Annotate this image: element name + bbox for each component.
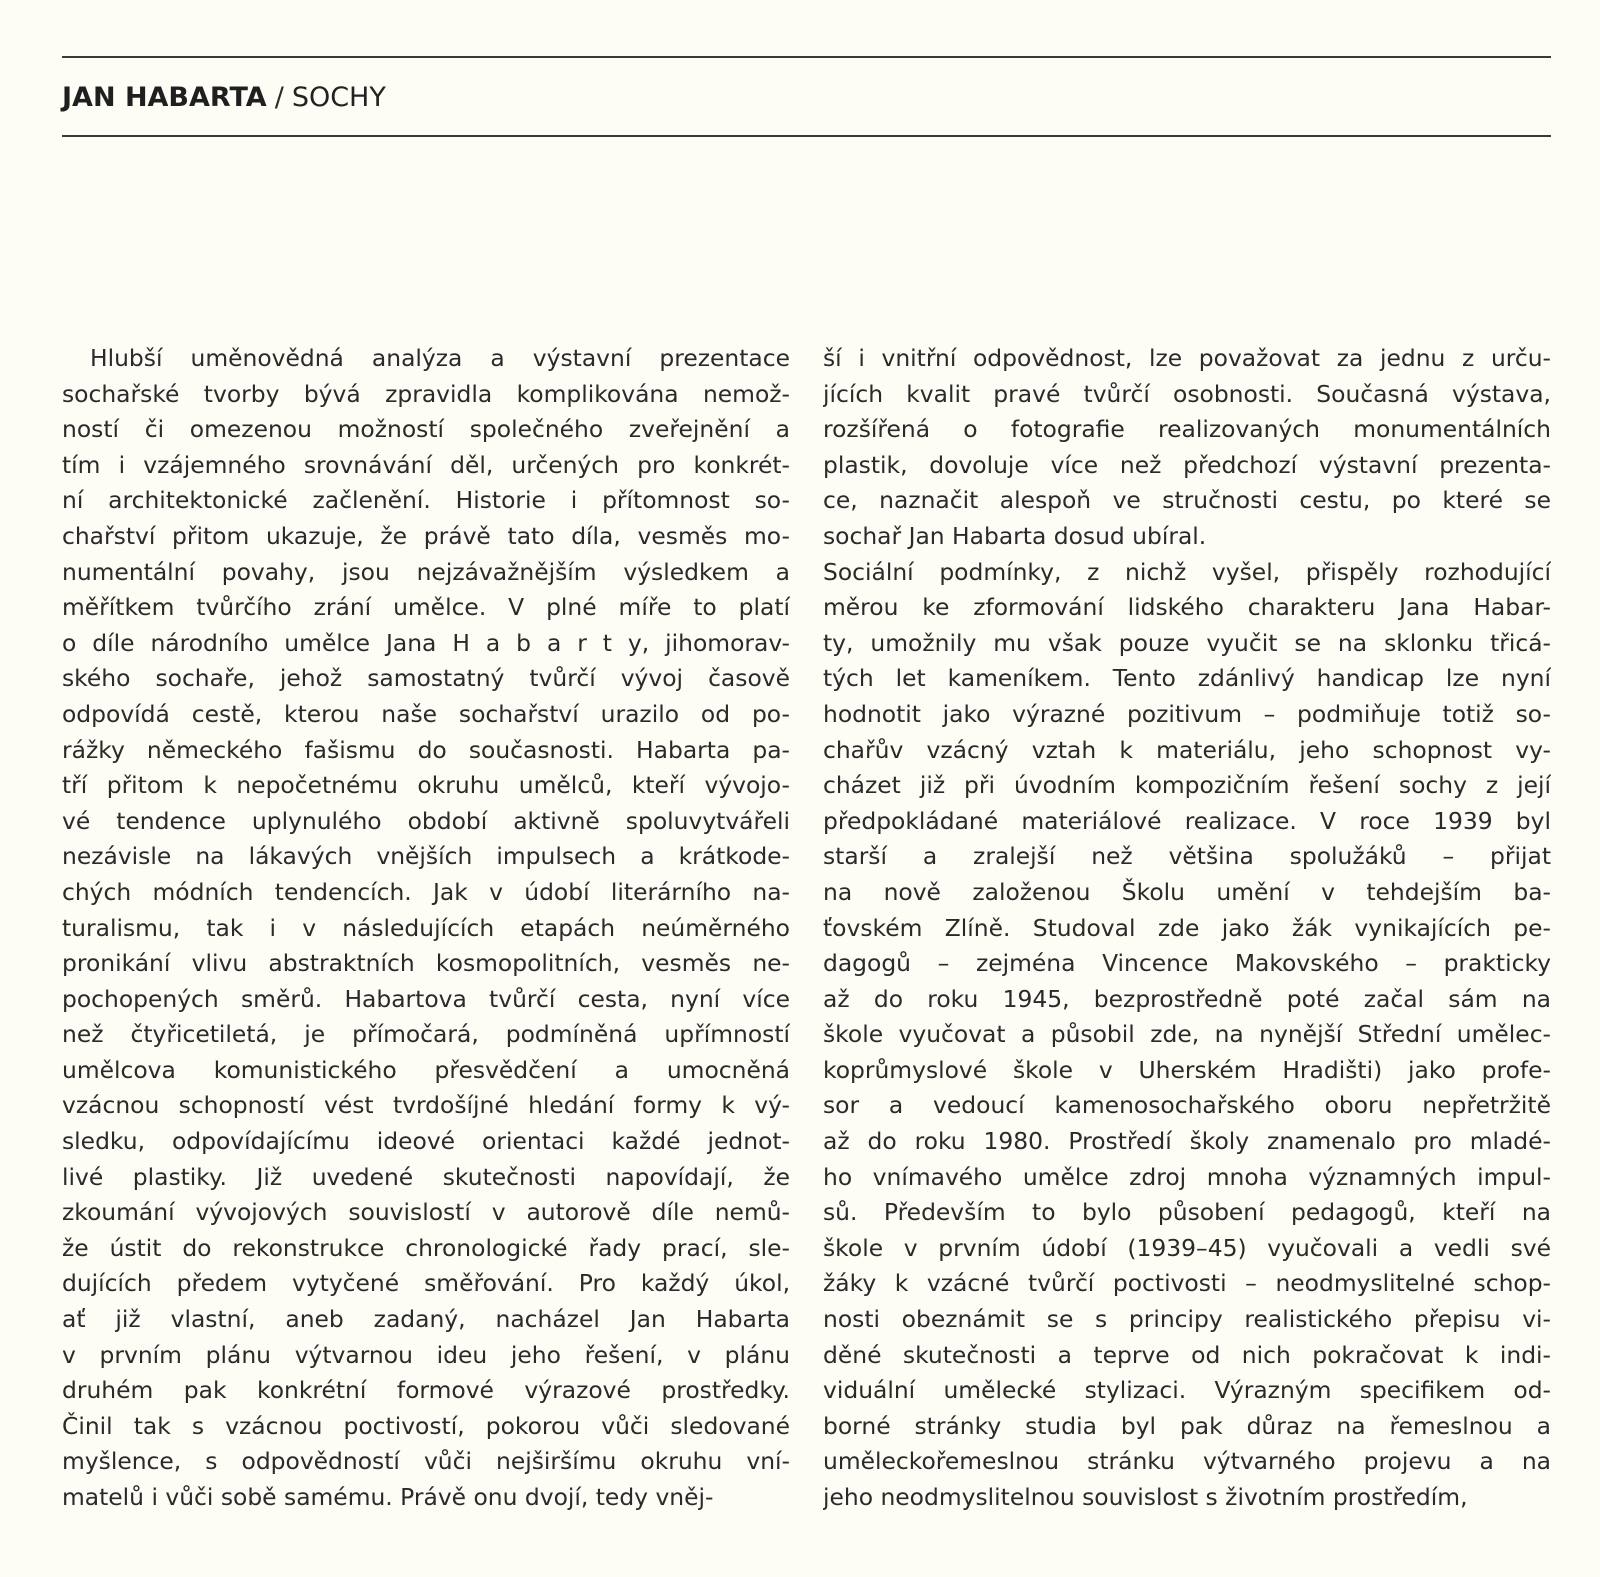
text-line: škole v prvním údobí (1939–45) vyučovali a vedli své <box>823 1233 1551 1262</box>
text-line: koprůmyslové škole v Uherském Hradišti) jako profe- <box>823 1055 1551 1084</box>
text-line: tří přitom k nepočetnému okruhu umělců, kteří vývojo- <box>62 771 790 800</box>
text-line: hodnotit jako výrazné pozitivum – podmiňuje totiž so- <box>823 699 1551 728</box>
left-text-column <box>62 341 790 1516</box>
text-line: sochařské tvorby bývá zpravidla komplikována nemož- <box>62 379 790 408</box>
text-line: ať již vlastní, aneb zadaný, nacházel Jan Habarta <box>62 1305 790 1334</box>
text-line: dagogů – zejména Vincence Makovského – prakticky <box>823 949 1551 978</box>
text-line: dujících předem vytyčené směřování. Pro každý úkol, <box>62 1269 790 1298</box>
page-header <box>62 82 386 113</box>
text-line: Hlubší uměnovědná analýza a výstavní prezentace <box>90 344 790 372</box>
text-line: nosti obeznámit se s principy realistického přepisu vi- <box>823 1305 1551 1334</box>
text-line: sledku, odpovídajícímu ideové orientaci každé jednot- <box>62 1127 790 1156</box>
text-line: že ústit do rekonstrukce chronologické řady prací, sle- <box>62 1233 790 1262</box>
text-line: plastik, dovoluje více než předchozí výstavní prezenta- <box>823 450 1551 479</box>
text-line: v prvním plánu výtvarnou ideu jeho řešení, v plánu <box>62 1340 790 1369</box>
text-line: o díle národního umělce Jana H a b a r t y, jihomorav- <box>62 628 790 657</box>
text-line: pochopených směrů. Habartova tvůrčí cesta, nyní více <box>62 984 790 1013</box>
text-line: umělcova komunistického přesvědčení a umocněná <box>62 1055 790 1084</box>
text-line: starší a zralejší než většina spolužáků – přijat <box>823 842 1551 871</box>
text-line: děné skutečnosti a teprve od nich pokračovat k indi- <box>823 1340 1551 1369</box>
text-line: měrou ke zformování lidského charakteru Jana Habar- <box>823 593 1551 622</box>
text-line: myšlence, s odpovědností vůči nejširšímu okruhu vní- <box>62 1447 790 1476</box>
text-line: chařství přitom ukazuje, že právě tato díla, vesměs mo- <box>62 521 790 550</box>
section-title: SOCHY <box>291 82 386 113</box>
text-line: sů. Především to bylo působení pedagogů, kteří na <box>823 1198 1551 1227</box>
text-line: pronikání vlivu abstraktních kosmopolitních, vesměs ne- <box>62 949 790 978</box>
text-line: borné stránky studia byl pak důraz na řemeslnou a <box>823 1411 1551 1440</box>
text-line: jících kvalit pravé tvůrčí osobnosti. Současná výstava, <box>823 379 1551 408</box>
text-line: numentální povahy, jsou nejzávažnějším výsledkem a <box>62 557 790 586</box>
text-line: než čtyřicetiletá, je přímočará, podmíněná upřímností <box>62 1020 790 1049</box>
text-line: cházet již při úvodním kompozičním řešení sochy z její <box>823 771 1551 800</box>
text-line: rozšířená o fotografie realizovaných monumentálních <box>823 415 1551 444</box>
text-line: měřítkem tvůrčího zrání umělce. V plné míře to platí <box>62 593 790 622</box>
text-line: ho vnímavého umělce zdroj mnoha významných impul- <box>823 1162 1551 1191</box>
text-line: ní architektonické začlenění. Historie i přítomnost so- <box>62 486 790 515</box>
text-line: jeho neodmyslitelnou souvislost s životním prostředím, <box>823 1483 1468 1511</box>
text-line: ce, naznačit alespoň ve stručnosti cestu, po které se <box>823 486 1551 515</box>
text-line: až do roku 1945, bezprostředně poté začal sám na <box>823 984 1551 1013</box>
text-line: vzácnou schopností vést tvrdošíjné hledání formy k vý- <box>62 1091 790 1120</box>
text-line: rážky německého fašismu do současnosti. Habarta pa- <box>62 735 790 764</box>
text-line: Sociální podmínky, z nichž vyšel, přispěly rozhodující <box>823 557 1551 586</box>
text-line: sochař Jan Habarta dosud ubíral. <box>823 521 1207 550</box>
header-separator: / <box>274 82 284 113</box>
text-line: chařův vzácný vztah k materiálu, jeho schopnost vy- <box>823 735 1551 764</box>
text-line: vé tendence uplynulého období aktivně spoluvytvářeli <box>62 806 790 835</box>
text-line: ského sochaře, jehož samostatný tvůrčí vývoj časově <box>62 664 790 693</box>
text-line: sor a vedoucí kamenosochařského oboru nepřetržitě <box>823 1091 1551 1120</box>
text-line: viduální umělecké stylizaci. Výrazným specifikem od- <box>823 1376 1551 1405</box>
text-line: žáky k vzácné tvůrčí poctivosti – neodmyslitelné schop- <box>823 1269 1551 1298</box>
text-line: odpovídá cestě, kterou naše sochařství urazilo od po- <box>62 699 790 728</box>
text-line: uměleckořemeslnou stránku výtvarného projevu a na <box>823 1447 1551 1476</box>
text-line: ší i vnitřní odpovědnost, lze považovat za jednu z urču- <box>823 344 1551 372</box>
text-line: nezávisle na lákavých vnějších impulsech a krátkode- <box>62 842 790 871</box>
text-line: ností či omezenou možností společného zveřejnění a <box>62 415 790 444</box>
author-name: JAN HABARTA <box>62 82 267 113</box>
text-line: matelů i vůči sobě samému. Právě onu dvojí, tedy vněj- <box>62 1483 714 1511</box>
text-line: až do roku 1980. Prostředí školy znamenalo pro mladé- <box>823 1127 1551 1156</box>
text-line: tím i vzájemného srovnávání děl, určených pro konkrét- <box>62 450 790 479</box>
text-line: tých let kameníkem. Tento zdánlivý handicap lze nyní <box>823 664 1551 693</box>
text-line: ťovském Zlíně. Studoval zde jako žák vynikajících pe- <box>823 913 1551 942</box>
text-line: druhém pak konkrétní formové výrazové prostředky. <box>62 1376 790 1405</box>
header-top-rule <box>62 56 1551 58</box>
text-line: livé plastiky. Již uvedené skutečnosti napovídají, že <box>62 1162 790 1191</box>
text-line: předpokládané materiálové realizace. V roce 1939 byl <box>823 806 1551 835</box>
text-line: ty, umožnily mu však pouze vyučit se na sklonku třicá- <box>823 628 1551 657</box>
text-line: škole vyučovat a působil zde, na nynější Střední umělec- <box>823 1020 1551 1049</box>
text-line: na nově založenou Školu umění v tehdejším ba- <box>823 877 1551 906</box>
text-line: zkoumání vývojových souvislostí v autorově díle nemů- <box>62 1198 790 1227</box>
text-line: Činil tak s vzácnou poctivostí, pokorou vůči sledované <box>62 1411 790 1440</box>
text-line: turalismu, tak i v následujících etapách neúměrného <box>62 913 790 942</box>
right-text-column <box>823 341 1551 1516</box>
text-line: chých módních tendencích. Jak v údobí literárního na- <box>62 877 790 906</box>
header-bottom-rule <box>62 135 1551 137</box>
